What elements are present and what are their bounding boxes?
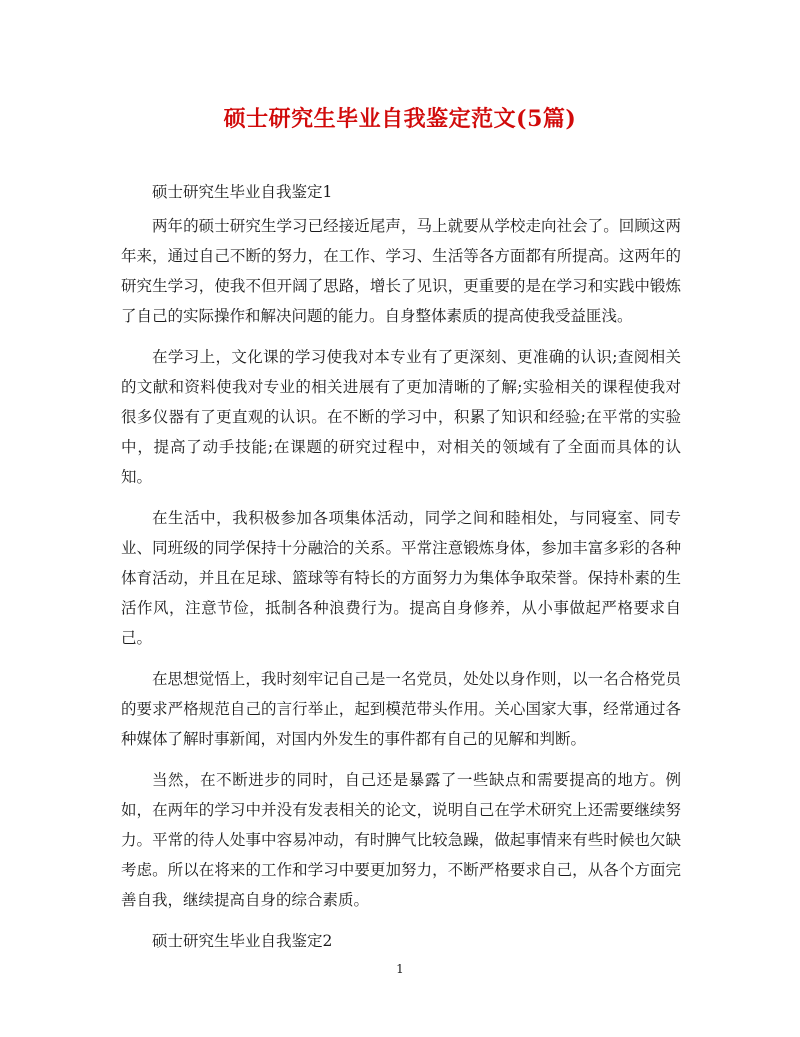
- paragraph-3: 在生活中，我积极参加各项集体活动，同学之间和睦相处，与同寝室、同专业、同班级的同学保持十分融洽的关系。平常注意锻炼身体，参加丰富多彩的各种体育活动，并且在足球、篮球等有特长的方面努力为集体争取荣誉。保持朴素的生活作风，注意节俭，抵制各种浪费行为。提高自身修养，从小事做起严格要求自己。: [121, 509, 681, 647]
- paragraph-2: 在学习上，文化课的学习使我对本专业有了更深刻、更准确的认识;查阅相关的文献和资料使我对专业的相关进展有了更加清晰的了解;实验相关的课程使我对很多仪器有了更直观的认识。在不断的学习中，积累了知识和经验;在平常的实验中，提高了动手技能;在课题的研究过程中，对相关的领域有了全面而具体的认知。: [121, 348, 681, 486]
- section-heading-2: 硕士研究生毕业自我鉴定2: [152, 932, 333, 950]
- paragraph-4: 在思想觉悟上，我时刻牢记自己是一名党员，处处以身作则，以一名合格党员的要求严格规范自己的言行举止，起到模范带头作用。关心国家大事，经常通过各种媒体了解时事新闻，对国内外发生的事件都有自己的见解和判断。: [121, 670, 681, 748]
- paragraph-5: 当然，在不断进步的同时，自己还是暴露了一些缺点和需要提高的地方。例如，在两年的学习中并没有发表相关的论文，说明自己在学术研究上还需要继续努力。平常的待人处事中容易冲动，有时脾气比较急躁，做起事情来有些时候也欠缺考虑。所以在将来的工作和学习中要更加努力，不断严格要求自己，从各个方面完善自我，继续提高自身的综合素质。: [121, 771, 681, 909]
- page-number: 1: [396, 962, 404, 976]
- document-title: 硕士研究生毕业自我鉴定范文(5篇): [223, 106, 577, 132]
- paragraph-1: 两年的硕士研究生学习已经接近尾声，马上就要从学校走向社会了。回顾这两年来，通过自己不断的努力，在工作、学习、生活等各方面都有所提高。这两年的研究生学习，使我不但开阔了思路，增长了见识，更重要的是在学习和实践中锻炼了自己的实际操作和解决问题的能力。自身整体素质的提高使我受益匪浅。: [121, 217, 681, 325]
- section-heading-1: 硕士研究生毕业自我鉴定1: [152, 183, 333, 201]
- document-body: [121, 177, 681, 960]
